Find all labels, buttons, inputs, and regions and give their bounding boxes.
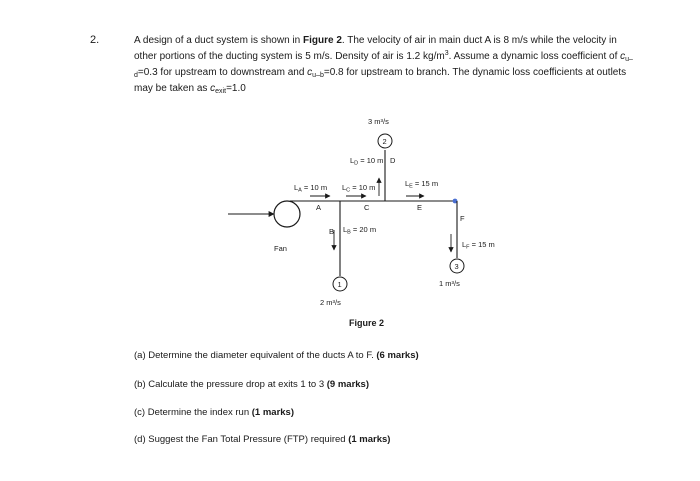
part-b: (b) Calculate the pressure drop at exits 1 to 3 (9 marks) [134,379,369,390]
fan-circle [274,201,300,227]
question-number: 2. [90,34,100,46]
part-d: (d) Suggest the Fan Total Pressure (FTP) required (1 marks) [134,434,391,445]
coefficient-subscript: u–d [134,56,633,79]
flow-label-top: 3 m³/s [368,117,389,126]
outlet-2-label: 2 [382,137,387,146]
node-b-label: B [329,227,335,236]
figure-caption: Figure 2 [349,318,385,328]
flow-label-left: 2 m³/s [320,298,341,307]
node-f-label: F [460,214,465,223]
length-label-f: $L_F = 15$ m [462,240,495,251]
coefficient-symbol: c [620,51,626,62]
outlet-3-label: 3 [454,262,459,271]
length-label-a: $L_A = 10$ m [294,183,328,194]
problem-text: =1.0 [226,83,246,94]
length-label-d: $L_D = 10$ m [350,156,384,167]
problem-text: =0.3 for upstream to downstream and [137,67,308,78]
coefficient-symbol: c [210,83,216,94]
length-label-e: $L_E = 15$ m [405,179,439,190]
coefficient-subscript: u–b [312,72,324,79]
outlet-1-label: 1 [337,280,342,289]
flow-label-right: 1 m³/s [439,279,460,288]
coefficient-subscript: exit [215,88,227,95]
superscript: 3 [444,50,449,57]
coefficient-symbol: c [307,67,313,78]
problem-text: . Assume a dynamic loss coefficient of [448,51,621,62]
node-a-label: A [316,203,322,212]
fan-label: Fan [274,244,287,253]
length-label-b: $L_B = 20$ m [343,225,377,236]
node-c-label: C [364,203,370,212]
node-e-label: E [417,203,423,212]
problem-text: . The velocity of air in main duct A is 8 m/s while the velocity in other portions of the ducting system is 5 m/s. Density of air is 1.2 kg/m [134,35,617,62]
part-a: (a) Determine the diameter equivalent of the ducts A to F. (6 marks) [134,350,419,361]
problem-text: A design of a duct system is shown in [134,35,303,46]
problem-text: =0.8 for upstream to branch. The dynamic loss coefficients at outlets may be taken as [134,67,627,94]
node-d-label: D [390,156,396,165]
figure-reference: Figure 2 [302,35,342,46]
part-c: (c) Determine the index run (1 marks) [134,407,294,418]
length-label-c: $L_C = 10$ m [342,183,376,194]
